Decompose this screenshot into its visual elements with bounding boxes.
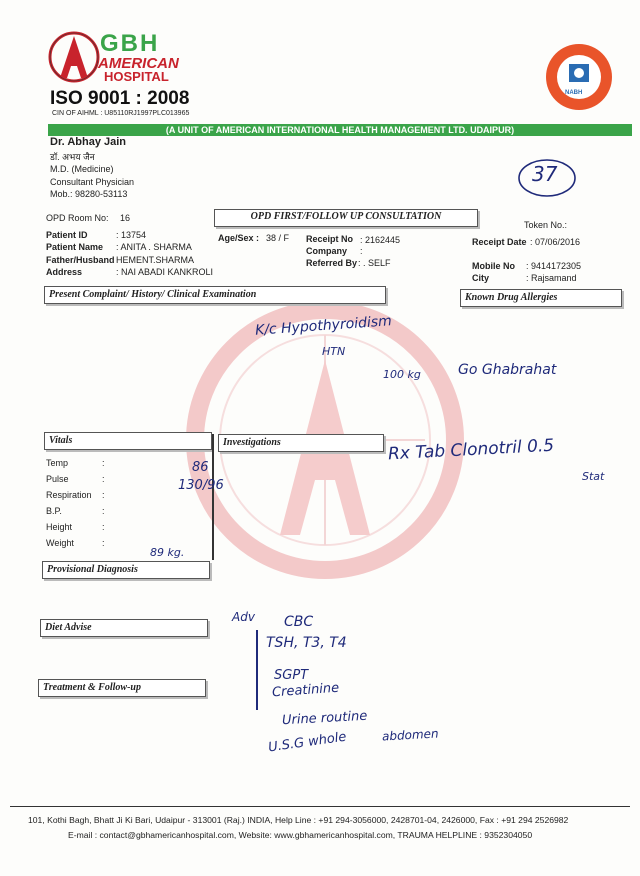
father-label: Father/Husband xyxy=(46,255,115,265)
age-sex-value: 38 / F xyxy=(266,233,290,243)
hw-test-7: abdomen xyxy=(381,726,439,744)
doctor-role: Consultant Physician xyxy=(50,177,135,187)
vital-weight xyxy=(46,538,105,554)
brand-hospital: HOSPITAL xyxy=(104,69,169,84)
allergies-section xyxy=(460,289,622,307)
nabh-logo-icon xyxy=(544,42,614,112)
address-value: : NAI ABADI KANKROLI xyxy=(116,267,214,277)
vital-colon: : xyxy=(102,538,105,548)
city-value: : Rajsamand xyxy=(526,273,577,283)
receipt-date-label: Receipt Date xyxy=(472,237,527,247)
hw-rx: Rx Tab Clonotril 0.5 xyxy=(387,435,555,465)
hw-complaint-3: 100 kg xyxy=(383,368,421,381)
vitals-section xyxy=(44,432,212,450)
vitals-list xyxy=(46,458,105,554)
unit-banner xyxy=(48,124,632,136)
treatment-heading: Treatment & Follow-up xyxy=(43,682,141,693)
provisional-heading: Provisional Diagnosis xyxy=(47,564,138,575)
vital-colon: : xyxy=(102,474,105,484)
hw-bp: 130/96 xyxy=(178,478,224,493)
mobile-label: Mobile No xyxy=(472,261,515,271)
hw-complaint-2: HTN xyxy=(322,345,346,358)
vital-colon: : xyxy=(102,522,105,532)
mobile-value: : 9414172305 xyxy=(526,261,582,271)
company-label: Company xyxy=(306,246,348,256)
brand-gbh: GBH xyxy=(100,30,160,57)
patient-id-value: : 13754 xyxy=(116,230,147,240)
receipt-no-value: : 2162445 xyxy=(360,235,401,245)
father-value: HEMENT.SHARMA xyxy=(116,255,195,265)
diet-heading: Diet Advise xyxy=(45,622,92,633)
allergies-heading: Known Drug Allergies xyxy=(465,292,558,303)
hw-complaint-1: K/c Hypothyroidism xyxy=(254,313,393,339)
address-label: Address xyxy=(46,267,83,277)
token-label: Token No.: xyxy=(524,220,568,230)
vital-label: Weight xyxy=(46,538,74,548)
doctor-mobile: Mob.: 98280-53113 xyxy=(50,189,128,199)
referred-value: : . SELF xyxy=(358,258,391,268)
vital-respiration xyxy=(46,490,105,506)
hw-test-2: TSH, T3, T4 xyxy=(266,635,347,651)
vitals-heading: Vitals xyxy=(49,435,73,446)
vital-height xyxy=(46,522,105,538)
patient-id-label: Patient ID xyxy=(46,230,88,240)
hw-weight: 89 kg. xyxy=(150,546,185,559)
company-value: : xyxy=(360,246,363,256)
investigations-heading: Investigations xyxy=(223,437,281,448)
hw-bracket xyxy=(256,630,258,710)
vital-bp xyxy=(46,506,105,522)
vital-label: B.P. xyxy=(46,506,62,516)
hw-advice: Adv xyxy=(232,610,255,624)
form-title: OPD FIRST/FOLLOW UP CONSULTATION xyxy=(250,211,442,222)
form-title-box xyxy=(214,209,478,227)
hw-test-1: CBC xyxy=(284,614,314,630)
hw-rx-stat: Stat xyxy=(582,470,605,483)
footer-rule xyxy=(10,806,630,807)
opd-room-label: OPD Room No: xyxy=(46,213,109,223)
hw-test-6: U.S.G whole xyxy=(267,729,348,756)
referred-label: Referred By xyxy=(306,258,358,268)
cin-text: CIN OF AIHML : U85110RJ1997PLC013965 xyxy=(52,110,190,117)
vital-colon: : xyxy=(102,458,105,468)
hw-test-4: Creatinine xyxy=(271,680,340,701)
vital-label: Respiration xyxy=(46,490,92,500)
vitals-divider xyxy=(212,434,214,560)
nabh-text: NABH xyxy=(565,90,583,96)
vital-colon: : xyxy=(102,506,105,516)
token-handwritten: 37 xyxy=(532,162,558,186)
vital-temp xyxy=(46,458,105,474)
unit-banner-text: (A UNIT OF AMERICAN INTERNATIONAL HEALTH MANAGEMENT LTD. UDAIPUR) xyxy=(165,125,515,135)
hw-test-5: Urine routine xyxy=(281,708,368,729)
brand-american: AMERICAN xyxy=(98,55,179,72)
complaint-section xyxy=(44,286,386,304)
hospital-logo-icon xyxy=(48,28,100,86)
hw-complaint-4: Go Ghabrahat xyxy=(458,362,557,378)
footer-contact: E-mail : contact@gbhamericanhospital.com, Website: www.gbhamericanhospital.com, TRAUMA HELPLINE : 9352304050 xyxy=(68,830,533,840)
investigations-section xyxy=(218,434,384,452)
receipt-no-label: Receipt No xyxy=(306,234,354,244)
patient-name-value: : ANITA . SHARMA xyxy=(116,242,192,252)
provisional-section xyxy=(42,561,210,579)
doctor-name: Dr. Abhay Jain xyxy=(50,136,127,148)
complaint-heading: Present Complaint/ History/ Clinical Examination xyxy=(49,289,257,300)
hw-test-3: SGPT xyxy=(274,668,309,683)
doctor-name-hindi: डॉ. अभय जैन xyxy=(50,152,95,162)
vital-label: Height xyxy=(46,522,73,532)
vital-pulse xyxy=(46,474,105,490)
diet-section xyxy=(40,619,208,637)
city-label: City xyxy=(472,273,490,283)
doctor-degree: M.D. (Medicine) xyxy=(50,164,114,174)
footer-address: 101, Kothi Bagh, Bhatt Ji Ki Bari, Udaipur - 313001 (Raj.) INDIA, Help Line : +91 294-3056000, 2428701-04, 2426000, Fax : +91 294 2526982 xyxy=(28,815,569,825)
iso-label: ISO 9001 : 2008 xyxy=(50,88,190,109)
opd-room-value: 16 xyxy=(120,213,131,223)
vital-label: Temp xyxy=(46,458,69,468)
vital-label: Pulse xyxy=(46,474,69,484)
vital-colon: : xyxy=(102,490,105,500)
patient-name-label: Patient Name xyxy=(46,242,104,252)
age-sex-label: Age/Sex : xyxy=(218,233,260,243)
treatment-section xyxy=(38,679,206,697)
hw-pulse: 86 xyxy=(192,460,209,475)
receipt-date-value: : 07/06/2016 xyxy=(530,237,581,247)
